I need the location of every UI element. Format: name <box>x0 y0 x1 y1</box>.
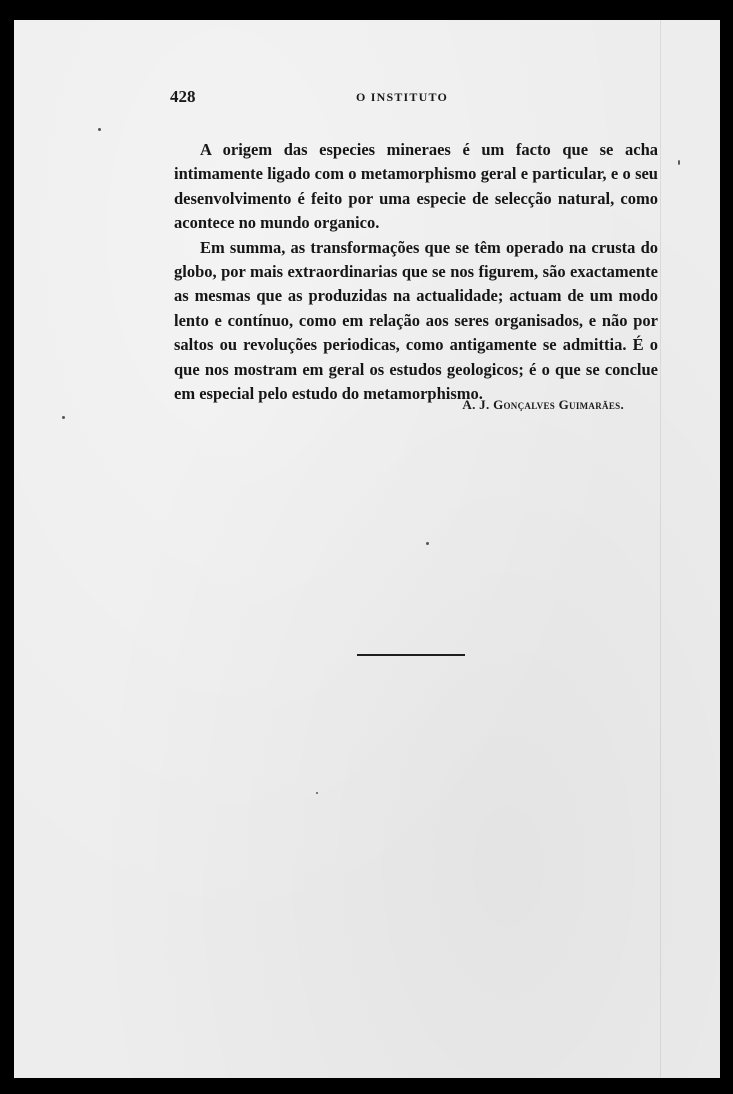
page-header <box>170 87 640 109</box>
page-fold-line <box>660 20 661 1078</box>
body-text <box>174 138 658 406</box>
paper-speck <box>316 792 318 794</box>
paper-speck <box>678 160 680 165</box>
document-page <box>14 20 720 1078</box>
paragraph: A origem das especies mineraes é um facto que se acha intimamente ligado com o metamorphismo geral e particular, e o seu desenvolvimento é feito por uma especie de selecção natural, como acontece no mundo organico. <box>174 140 658 233</box>
page-number: 428 <box>170 87 196 106</box>
paper-speck <box>98 128 101 131</box>
running-title: O INSTITUTO <box>356 90 449 104</box>
paragraph: Em summa, as transformações que se têm operado na crusta do globo, por mais extraordinarias que se nos figurem, são exactamente as mesmas que as produzidas na actualidade; actuam de um modo lento e contínuo, como em relação aos seres organisados, e não por saltos ou revoluções periodicas, como antigamente se admittia. É o que nos mostram em geral os estudos geologicos; é o que se conclue em especial pelo estudo do metamorphismo. <box>174 237 658 404</box>
paper-speck <box>426 542 429 545</box>
author-signature: A. J. Gonçalves Guimarães. <box>462 397 624 412</box>
paper-speck <box>62 416 65 419</box>
end-rule <box>357 654 465 656</box>
